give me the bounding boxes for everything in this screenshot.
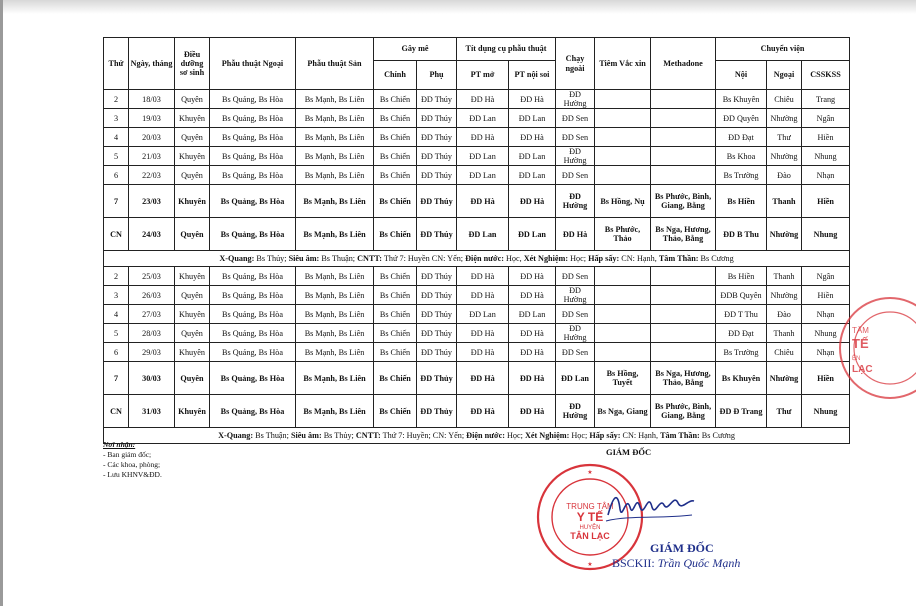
cell-cv-noi: Bs Hiền	[716, 185, 767, 218]
cell-thu: 6	[104, 166, 129, 185]
cell-cv-ngoai: Nhường	[767, 218, 802, 251]
cell-methadone	[651, 90, 716, 109]
cell-gay-me-chinh: Bs Chiến	[374, 305, 417, 324]
cell-dieu-duong: Khuyên	[175, 395, 210, 428]
table-row	[104, 362, 850, 395]
header-thu: Thứ	[104, 38, 129, 90]
cell-gay-me-chinh: Bs Chiến	[374, 324, 417, 343]
cell-pt-mo: ĐD Hà	[457, 185, 509, 218]
cell-chay-ngoai: ĐD Sen	[556, 267, 595, 286]
header-pt-noi-soi: PT nội soi	[509, 61, 556, 90]
cell-pt-san: Bs Mạnh, Bs Liên	[296, 267, 374, 286]
cell-cv-noi: ĐD B Thu	[716, 218, 767, 251]
cell-ngay: 31/03	[129, 395, 175, 428]
cell-cv-noi: Bs Khoa	[716, 147, 767, 166]
cell-dieu-duong: Khuyên	[175, 267, 210, 286]
cell-pt-ngoai: Bs Quảng, Bs Hòa	[210, 185, 296, 218]
table-row	[104, 109, 850, 128]
cell-thu: 6	[104, 343, 129, 362]
cell-pt-san: Bs Mạnh, Bs Liên	[296, 185, 374, 218]
cell-gay-me-chinh: Bs Chiến	[374, 109, 417, 128]
cell-gay-me-phu: ĐD Thúy	[417, 218, 457, 251]
cell-pt-ngoai: Bs Quảng, Bs Hòa	[210, 362, 296, 395]
cell-cv-noi: ĐD Quyên	[716, 109, 767, 128]
header-csskss: CSSKSS	[802, 61, 850, 90]
cell-chay-ngoai: ĐD Hường	[556, 324, 595, 343]
cell-cv-ngoai: Thanh	[767, 185, 802, 218]
cell-gay-me-phu: ĐD Thủy	[417, 362, 457, 395]
cell-gay-me-chinh: Bs Chiến	[374, 286, 417, 305]
cell-cv-noi: Bs Khuyên	[716, 90, 767, 109]
cell-cv-ngoai: Chiêu	[767, 90, 802, 109]
table-row	[104, 267, 850, 286]
cell-cv-noi: Bs Hiền	[716, 267, 767, 286]
cell-dieu-duong: Khuyên	[175, 185, 210, 218]
handwritten-signature	[600, 485, 700, 530]
director-name	[612, 556, 740, 571]
table-row	[104, 286, 850, 305]
recipient-item: - Lưu KHNV&ĐD.	[103, 470, 162, 479]
cell-methadone	[651, 343, 716, 362]
cell-chay-ngoai: ĐD Hường	[556, 147, 595, 166]
cell-pt-ngoai: Bs Quảng, Bs Hòa	[210, 395, 296, 428]
cell-ngay: 27/03	[129, 305, 175, 324]
cell-cv-ngoai: Thanh	[767, 267, 802, 286]
table-row	[104, 166, 850, 185]
recipient-item: - Các khoa, phòng;	[103, 460, 161, 469]
table-row	[104, 147, 850, 166]
cell-cv-ngoai: Thư	[767, 395, 802, 428]
cell-methadone	[651, 286, 716, 305]
cell-pt-noi-soi: ĐD Lan	[509, 166, 556, 185]
cell-cv-noi: ĐD Đạt	[716, 324, 767, 343]
cell-ngay: 28/03	[129, 324, 175, 343]
cell-pt-san: Bs Mạnh, Bs Liên	[296, 343, 374, 362]
cell-chay-ngoai: ĐD Sen	[556, 305, 595, 324]
cell-tiem-vac-xin	[595, 166, 651, 185]
cell-pt-mo: ĐD Hà	[457, 395, 509, 428]
director-title: GIÁM ĐỐC	[650, 541, 714, 555]
cell-ngay: 25/03	[129, 267, 175, 286]
cell-pt-noi-soi: ĐD Lan	[509, 305, 556, 324]
cell-chay-ngoai: ĐD Hường	[556, 395, 595, 428]
cell-chay-ngoai: ĐD Hường	[556, 286, 595, 305]
cell-cv-csskss: Hiền	[802, 128, 850, 147]
cell-ngay: 29/03	[129, 343, 175, 362]
director-full-name: Trần Quốc Mạnh	[657, 556, 741, 570]
cell-ngay: 18/03	[129, 90, 175, 109]
cell-methadone	[651, 166, 716, 185]
cell-methadone: Bs Phước, Bình, Giang, Bằng	[651, 185, 716, 218]
cell-cv-ngoai: Nhường	[767, 286, 802, 305]
cell-methadone	[651, 147, 716, 166]
cell-methadone	[651, 267, 716, 286]
cell-pt-noi-soi: ĐD Hà	[509, 343, 556, 362]
cell-cv-csskss: Nhung	[802, 395, 850, 428]
cell-ngay: 26/03	[129, 286, 175, 305]
cell-cv-csskss: Trang	[802, 90, 850, 109]
recipients-block	[103, 440, 162, 480]
cell-gay-me-chinh: Bs Chiến	[374, 128, 417, 147]
cell-cv-csskss: Nhạn	[802, 343, 850, 362]
cell-tiem-vac-xin	[595, 324, 651, 343]
cell-dieu-duong: Quyên	[175, 166, 210, 185]
cell-dieu-duong: Quyên	[175, 90, 210, 109]
cell-thu: 5	[104, 147, 129, 166]
cell-tiem-vac-xin: Bs Hồng, Nụ	[595, 185, 651, 218]
cell-methadone	[651, 109, 716, 128]
cell-pt-san: Bs Mạnh, Bs Liên	[296, 128, 374, 147]
stamp-line-sub: HUYỆN	[579, 525, 601, 531]
cell-cv-csskss: Hiền	[802, 185, 850, 218]
cell-pt-san: Bs Mạnh, Bs Liên	[296, 90, 374, 109]
cell-cv-ngoai: Thanh	[767, 324, 802, 343]
stamp-line-top: TRUNG TÂM	[566, 502, 614, 511]
cell-pt-mo: ĐD Lan	[457, 305, 509, 324]
cell-cv-noi: Bs Khuyên	[716, 362, 767, 395]
cell-ngay: 30/03	[129, 362, 175, 395]
cell-cv-ngoai: Nhường	[767, 362, 802, 395]
table-row	[104, 185, 850, 218]
cell-pt-mo: ĐD Hà	[457, 90, 509, 109]
cell-methadone	[651, 128, 716, 147]
table-row	[104, 218, 850, 251]
cell-gay-me-phu: ĐD Thủy	[417, 395, 457, 428]
cell-dieu-duong: Quyên	[175, 324, 210, 343]
cell-pt-noi-soi: ĐD Hà	[509, 286, 556, 305]
svg-text:★: ★	[587, 562, 593, 568]
header-gay-me: Gây mê	[374, 38, 457, 61]
cell-dieu-duong: Khuyên	[175, 109, 210, 128]
cell-gay-me-phu: ĐD Thúy	[417, 286, 457, 305]
svg-text:TẾ: TẾ	[852, 336, 869, 351]
summary-row-week2: X-Quang: Bs Thuận; Siêu âm: Bs Thủy; CNTT: Thứ 7: Huyền; CN: Yến; Điện nước: Học; Xét Nghiệm: Học; Hấp sấy: CN: Hạnh, Tâm Thần: Bs Cương	[104, 428, 850, 444]
cell-pt-noi-soi: ĐD Hà	[509, 267, 556, 286]
cell-pt-san: Bs Mạnh, Bs Liên	[296, 109, 374, 128]
cell-methadone	[651, 324, 716, 343]
cell-cv-csskss: Nhung	[802, 324, 850, 343]
cell-gay-me-chinh: Bs Chiến	[374, 343, 417, 362]
cell-thu: 3	[104, 286, 129, 305]
cell-pt-noi-soi: ĐD Hà	[509, 128, 556, 147]
cell-cv-ngoai: Đào	[767, 166, 802, 185]
cell-cv-noi: Bs Trường	[716, 166, 767, 185]
cell-ngay: 19/03	[129, 109, 175, 128]
header-chinh: Chính	[374, 61, 417, 90]
cell-pt-mo: ĐD Hà	[457, 343, 509, 362]
cell-chay-ngoai: ĐD Sen	[556, 128, 595, 147]
cell-pt-noi-soi: ĐD Lan	[509, 218, 556, 251]
cell-pt-noi-soi: ĐD Hà	[509, 324, 556, 343]
cell-pt-ngoai: Bs Quảng, Bs Hòa	[210, 166, 296, 185]
table-row	[104, 324, 850, 343]
cell-tiem-vac-xin	[595, 109, 651, 128]
cell-cv-csskss: Ngân	[802, 109, 850, 128]
cell-dieu-duong: Quyên	[175, 218, 210, 251]
cell-dieu-duong: Khuyên	[175, 147, 210, 166]
header-dieu-duong: Điều dưỡng sơ sinh	[175, 38, 210, 90]
week2-rows	[104, 267, 850, 428]
cell-gay-me-phu: ĐD Thúy	[417, 90, 457, 109]
cell-pt-mo: ĐD Lan	[457, 147, 509, 166]
cell-gay-me-phu: ĐD Thúy	[417, 109, 457, 128]
cell-gay-me-phu: ĐD Thúy	[417, 128, 457, 147]
cell-chay-ngoai: ĐD Sen	[556, 343, 595, 362]
cell-chay-ngoai: ĐD Hường	[556, 185, 595, 218]
svg-text:TÂM: TÂM	[852, 326, 869, 335]
cell-gay-me-chinh: Bs Chiến	[374, 395, 417, 428]
cell-gay-me-phu: ĐD Thúy	[417, 324, 457, 343]
cell-pt-ngoai: Bs Quảng, Bs Hòa	[210, 147, 296, 166]
cell-ngay: 24/03	[129, 218, 175, 251]
cell-pt-ngoai: Bs Quảng, Bs Hòa	[210, 267, 296, 286]
cell-gay-me-chinh: Bs Chiến	[374, 90, 417, 109]
cell-cv-ngoai: Đào	[767, 305, 802, 324]
cell-dieu-duong: Quyên	[175, 362, 210, 395]
cell-methadone: Bs Phước, Bình, Giang, Bằng	[651, 395, 716, 428]
cell-pt-ngoai: Bs Quảng, Bs Hòa	[210, 128, 296, 147]
page-top-shadow	[0, 0, 916, 14]
cell-cv-noi: Bs Trường	[716, 343, 767, 362]
cell-pt-ngoai: Bs Quảng, Bs Hòa	[210, 218, 296, 251]
cell-pt-ngoai: Bs Quảng, Bs Hòa	[210, 286, 296, 305]
cell-chay-ngoai: ĐD Hường	[556, 90, 595, 109]
week1-rows	[104, 90, 850, 251]
cell-pt-noi-soi: ĐD Hà	[509, 185, 556, 218]
cell-cv-csskss: Nhung	[802, 218, 850, 251]
cell-thu: 2	[104, 267, 129, 286]
cell-tiem-vac-xin	[595, 147, 651, 166]
cell-cv-ngoai: Thư	[767, 128, 802, 147]
cell-pt-mo: ĐD Hà	[457, 286, 509, 305]
header-chuyen-vien: Chuyển viện	[716, 38, 850, 61]
table-row	[104, 90, 850, 109]
cell-pt-mo: ĐD Hà	[457, 128, 509, 147]
cell-thu: 5	[104, 324, 129, 343]
cell-tiem-vac-xin	[595, 286, 651, 305]
cell-gay-me-phu: ĐD Thủy	[417, 305, 457, 324]
cell-cv-csskss: Hiền	[802, 362, 850, 395]
cell-gay-me-chinh: Bs Chiến	[374, 267, 417, 286]
cell-cv-csskss: Nhạn	[802, 305, 850, 324]
cell-thu: 4	[104, 128, 129, 147]
cell-dieu-duong: Quyên	[175, 128, 210, 147]
cell-cv-csskss: Hiền	[802, 286, 850, 305]
cell-pt-mo: ĐD Lan	[457, 166, 509, 185]
cell-pt-ngoai: Bs Quảng, Bs Hòa	[210, 305, 296, 324]
cell-gay-me-phu: ĐD Thúy	[417, 343, 457, 362]
cell-tiem-vac-xin: Bs Phước, Thảo	[595, 218, 651, 251]
cell-thu: 4	[104, 305, 129, 324]
cell-tiem-vac-xin: Bs Hồng, Tuyết	[595, 362, 651, 395]
cell-tiem-vac-xin: Bs Nga, Giang	[595, 395, 651, 428]
cell-gay-me-chinh: Bs Chiến	[374, 166, 417, 185]
cell-tiem-vac-xin	[595, 267, 651, 286]
cell-ngay: 23/03	[129, 185, 175, 218]
cell-pt-san: Bs Mạnh, Bs Liên	[296, 147, 374, 166]
cell-cv-noi: ĐD T Thu	[716, 305, 767, 324]
summary-row-week1: X-Quang: Bs Thủy; Siêu âm: Bs Thuận; CNTT: Thứ 7: Huyền CN: Yến; Điện nước: Học, Xét Nghiệm: Học; Hấp sấy: CN: Hạnh, Tâm Thần: Bs Cương	[104, 251, 850, 267]
cell-cv-csskss: Nhạn	[802, 166, 850, 185]
cell-cv-ngoai: Nhường	[767, 147, 802, 166]
table-row	[104, 343, 850, 362]
partial-stamp-right	[838, 288, 916, 408]
week2-summary	[104, 428, 850, 444]
cell-chay-ngoai: ĐD Sen	[556, 109, 595, 128]
stamp-line-mid: Y TẾ	[576, 510, 604, 524]
cell-pt-mo: ĐD Hà	[457, 324, 509, 343]
header-methadone: Methadone	[651, 38, 716, 90]
header-dung-cu: Tít dụng cụ phẫu thuật	[457, 38, 556, 61]
cell-tiem-vac-xin	[595, 343, 651, 362]
svg-text:LẠC: LẠC	[852, 364, 873, 375]
director-label: GIÁM ĐỐC	[606, 447, 652, 457]
cell-pt-noi-soi: ĐD Hà	[509, 362, 556, 395]
svg-text:★: ★	[587, 470, 593, 476]
cell-gay-me-phu: ĐD Thúy	[417, 185, 457, 218]
cell-tiem-vac-xin	[595, 128, 651, 147]
header-chay-ngoai: Chạy ngoài	[556, 38, 595, 90]
cell-thu: 3	[104, 109, 129, 128]
cell-gay-me-chinh: Bs Chiến	[374, 218, 417, 251]
cell-pt-san: Bs Mạnh, Bs Liên	[296, 362, 374, 395]
cell-tiem-vac-xin	[595, 90, 651, 109]
cell-chay-ngoai: ĐD Sen	[556, 166, 595, 185]
cell-ngay: 22/03	[129, 166, 175, 185]
svg-text:ỆN: ỆN	[852, 356, 861, 362]
cell-pt-noi-soi: ĐD Hà	[509, 395, 556, 428]
cell-cv-ngoai: Chiêu	[767, 343, 802, 362]
cell-gay-me-phu: ĐD Thúy	[417, 166, 457, 185]
cell-gay-me-chinh: Bs Chiến	[374, 362, 417, 395]
cell-methadone: Bs Nga, Hương, Thảo, Bằng	[651, 362, 716, 395]
cell-ngay: 21/03	[129, 147, 175, 166]
cell-thu: CN	[104, 395, 129, 428]
cell-pt-san: Bs Mạnh, Bs Liên	[296, 395, 374, 428]
recipient-item: - Ban giám đốc;	[103, 450, 152, 459]
cell-pt-san: Bs Mạnh, Bs Liên	[296, 305, 374, 324]
cell-cv-ngoai: Nhường	[767, 109, 802, 128]
cell-chay-ngoai: ĐD Lan	[556, 362, 595, 395]
header-pt-ngoai: Phẫu thuật Ngoại	[210, 38, 296, 90]
cell-thu: CN	[104, 218, 129, 251]
cell-pt-ngoai: Bs Quảng, Bs Hòa	[210, 343, 296, 362]
cell-pt-mo: ĐD Lan	[457, 218, 509, 251]
cell-dieu-duong: Khuyên	[175, 305, 210, 324]
cell-chay-ngoai: ĐD Hà	[556, 218, 595, 251]
cell-cv-noi: ĐDB Quyên	[716, 286, 767, 305]
cell-pt-san: Bs Mạnh, Bs Liên	[296, 218, 374, 251]
cell-gay-me-phu: ĐD Thúy	[417, 147, 457, 166]
header-phu: Phụ	[417, 61, 457, 90]
duty-roster-table	[103, 37, 850, 444]
cell-tiem-vac-xin	[595, 305, 651, 324]
cell-cv-csskss: Ngân	[802, 267, 850, 286]
header-noi: Nội	[716, 61, 767, 90]
table-row	[104, 395, 850, 428]
cell-pt-noi-soi: ĐD Lan	[509, 109, 556, 128]
cell-thu: 2	[104, 90, 129, 109]
recipients-title: Nơi nhận:	[103, 440, 136, 449]
cell-thu: 7	[104, 185, 129, 218]
cell-pt-ngoai: Bs Quảng, Bs Hòa	[210, 109, 296, 128]
cell-pt-san: Bs Mạnh, Bs Liên	[296, 286, 374, 305]
cell-pt-noi-soi: ĐD Lan	[509, 147, 556, 166]
cell-cv-noi: ĐD Đ Trang	[716, 395, 767, 428]
cell-pt-ngoai: Bs Quảng, Bs Hòa	[210, 324, 296, 343]
cell-dieu-duong: Quyên	[175, 286, 210, 305]
cell-methadone	[651, 305, 716, 324]
cell-methadone: Bs Nga, Hương, Thảo, Bằng	[651, 218, 716, 251]
cell-pt-mo: ĐD Hà	[457, 267, 509, 286]
header-pt-san: Phẫu thuật Sản	[296, 38, 374, 90]
director-rank: BSCKII:	[612, 556, 655, 570]
week1-summary	[104, 251, 850, 267]
cell-cv-csskss: Nhung	[802, 147, 850, 166]
cell-pt-ngoai: Bs Quảng, Bs Hòa	[210, 90, 296, 109]
header-ngoai: Ngoại	[767, 61, 802, 90]
header-pt-mo: PT mở	[457, 61, 509, 90]
cell-pt-san: Bs Mạnh, Bs Liên	[296, 324, 374, 343]
cell-ngay: 20/03	[129, 128, 175, 147]
page-left-edge	[0, 0, 3, 606]
header-tiem-vac-xin: Tiêm Vắc xin	[595, 38, 651, 90]
cell-pt-mo: ĐD Hà	[457, 362, 509, 395]
stamp-line-name: TÂN LẠC	[570, 531, 610, 541]
table-row	[104, 305, 850, 324]
cell-gay-me-chinh: Bs Chiến	[374, 147, 417, 166]
cell-gay-me-chinh: Bs Chiến	[374, 185, 417, 218]
table-row	[104, 128, 850, 147]
cell-thu: 7	[104, 362, 129, 395]
header-ngay: Ngày, tháng	[129, 38, 175, 90]
cell-pt-noi-soi: ĐD Hà	[509, 90, 556, 109]
cell-cv-noi: ĐD Đạt	[716, 128, 767, 147]
cell-pt-san: Bs Mạnh, Bs Liên	[296, 166, 374, 185]
cell-pt-mo: ĐD Lan	[457, 109, 509, 128]
cell-dieu-duong: Khuyên	[175, 343, 210, 362]
cell-gay-me-phu: ĐD Thúy	[417, 267, 457, 286]
